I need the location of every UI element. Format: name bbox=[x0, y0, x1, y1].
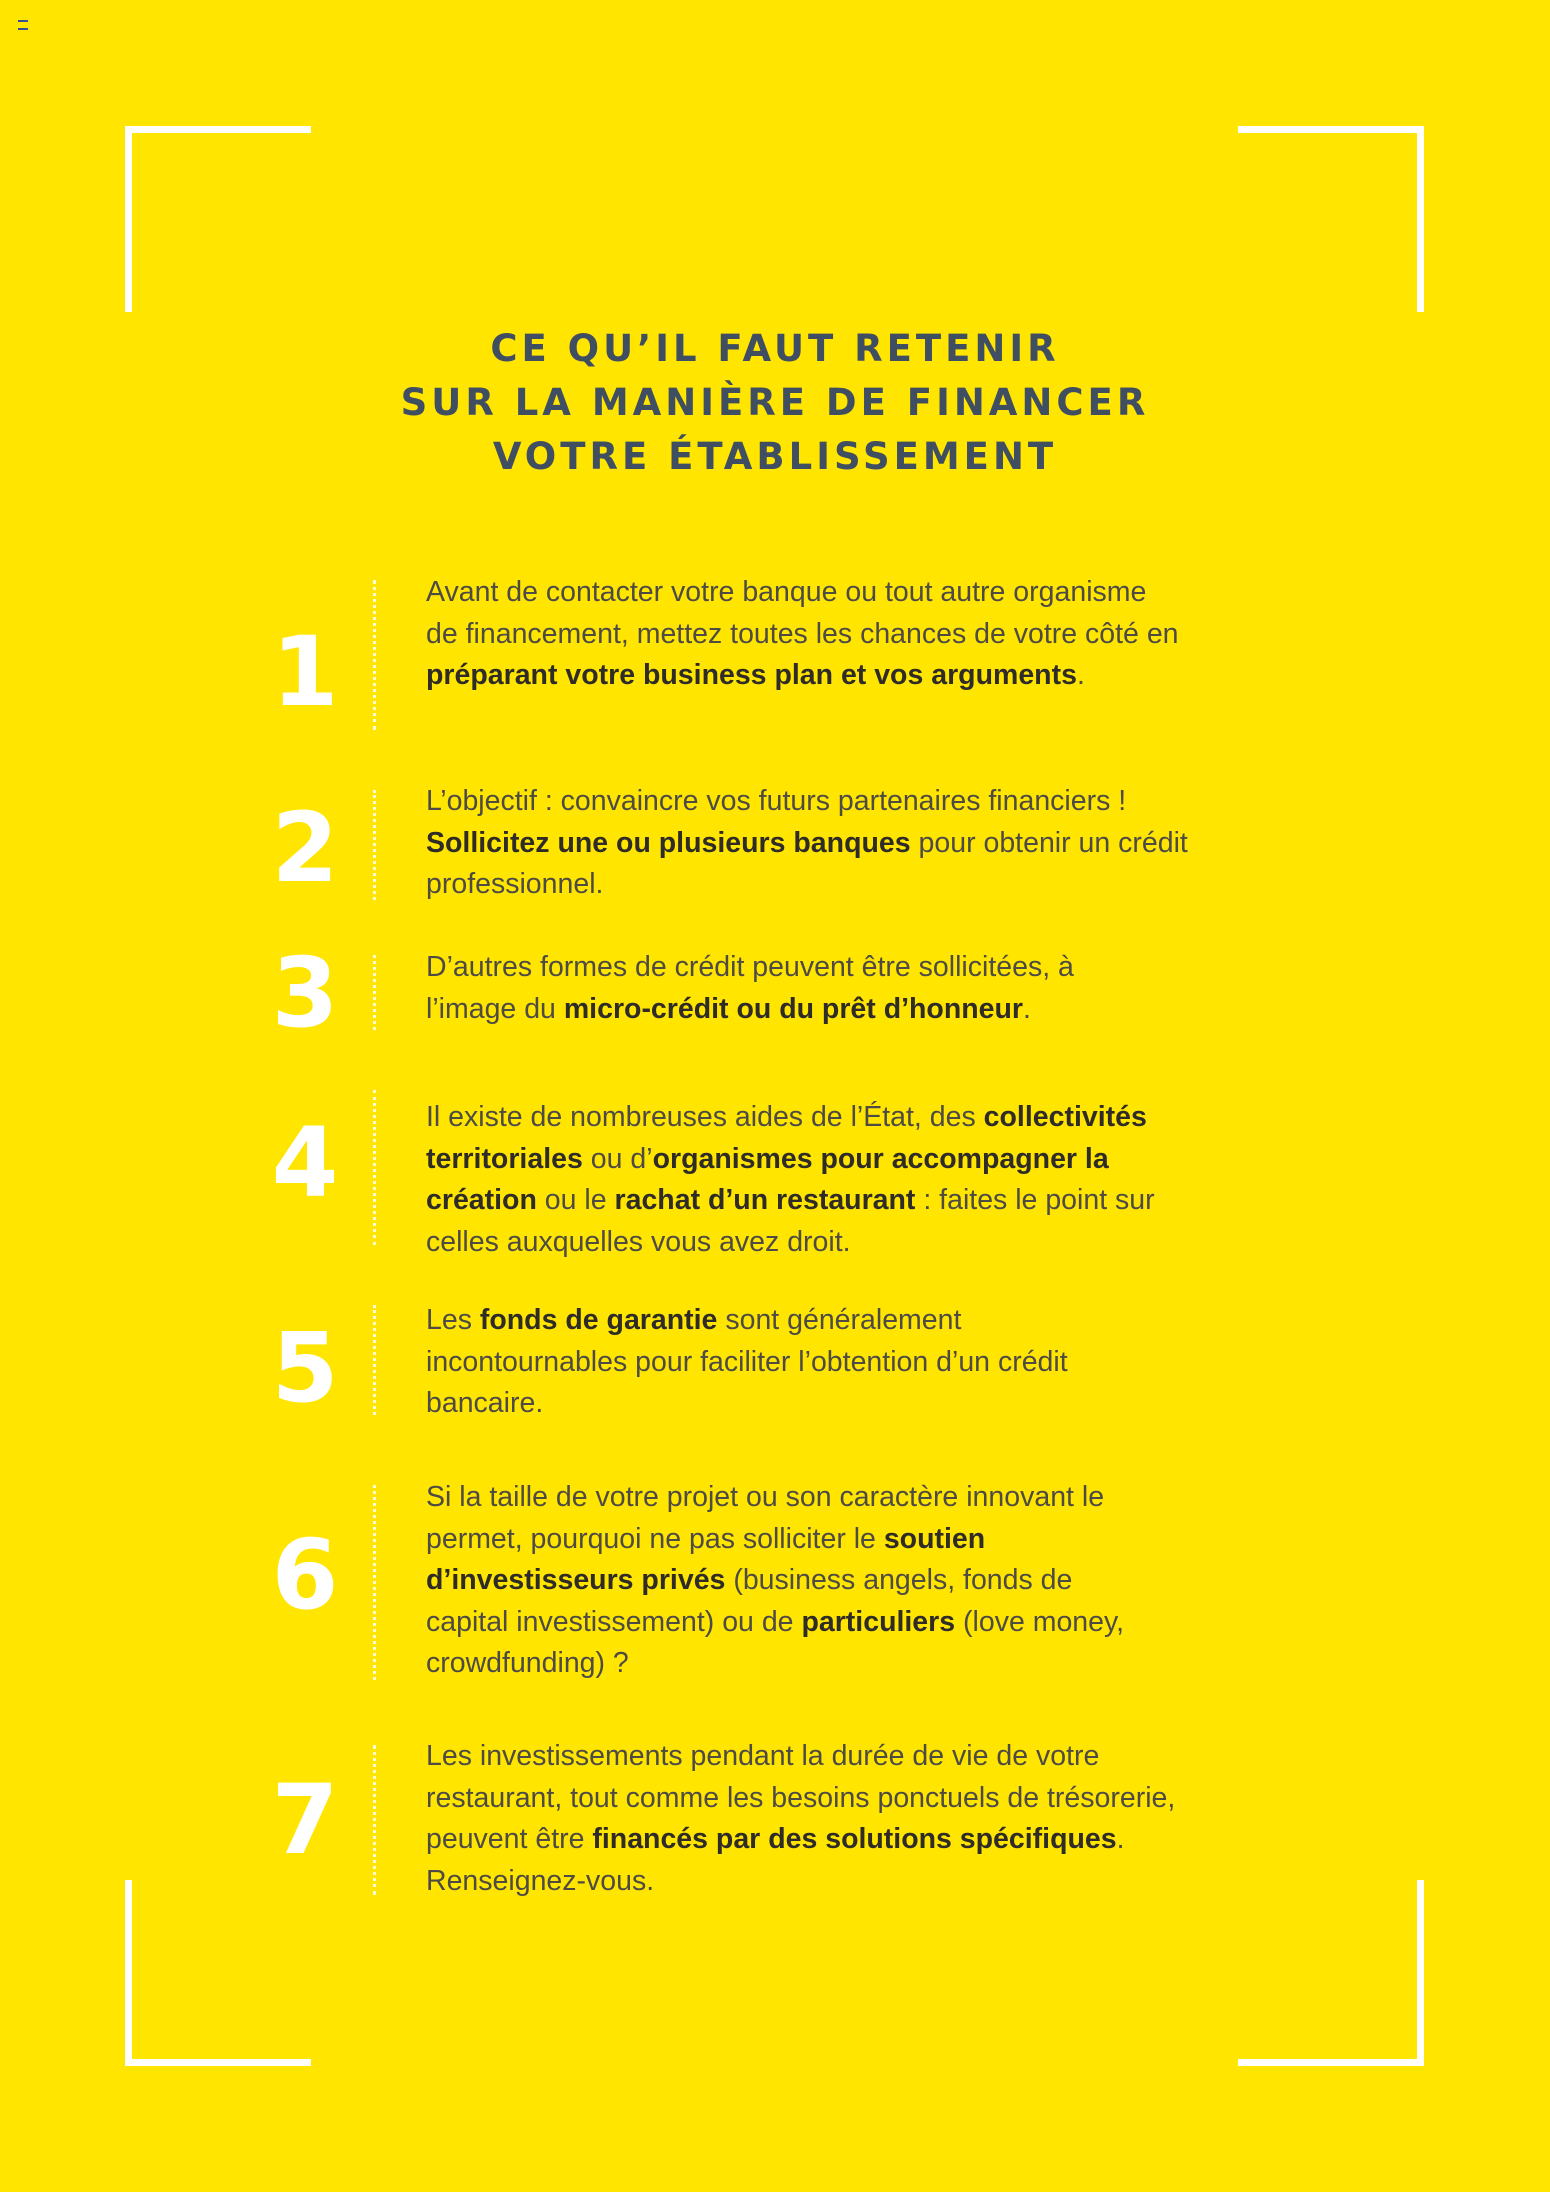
dotted-divider bbox=[373, 1745, 376, 1895]
highlight-text: Sollicitez une ou plusieurs banques bbox=[426, 826, 911, 859]
body-text: : faites le point sur celles auxquelles vous avez droit. bbox=[426, 1184, 1155, 1258]
dotted-divider bbox=[373, 955, 376, 1030]
step-number: 5 bbox=[271, 1312, 339, 1424]
title-line: SUR LA MANIÈRE DE FINANCER bbox=[400, 381, 1150, 424]
body-text: (business angels, fonds de capital investissement) ou de bbox=[426, 1564, 1073, 1638]
highlight-text: particuliers bbox=[801, 1605, 956, 1638]
title-line: CE QU’IL FAUT RETENIR bbox=[490, 327, 1060, 370]
highlight-text: soutien d’investisseurs privés bbox=[426, 1522, 986, 1596]
key-point-text bbox=[426, 947, 1126, 1030]
body-text: Il existe de nombreuses aides de l’État, des bbox=[426, 1101, 984, 1133]
body-text: . Renseignez-vous. bbox=[426, 1823, 1125, 1897]
dotted-divider bbox=[373, 1305, 376, 1415]
key-point-text bbox=[426, 572, 1181, 697]
corner-frame-bottom-right bbox=[1238, 1880, 1424, 2066]
page-title bbox=[300, 322, 1250, 484]
dotted-divider bbox=[373, 1485, 376, 1680]
highlight-text: financés par des solutions spécifiques bbox=[592, 1823, 1117, 1855]
highlight-text: préparant votre business plan et vos arguments bbox=[426, 659, 1077, 691]
highlight-text: collectivités territoriales bbox=[426, 1101, 1147, 1175]
corner-frame-top-right bbox=[1238, 126, 1424, 312]
body-text: . bbox=[1023, 992, 1031, 1025]
highlight-text: fonds de garantie bbox=[479, 1304, 718, 1336]
body-text: Les bbox=[426, 1304, 480, 1336]
body-text: ou le bbox=[536, 1184, 615, 1216]
body-text: (love money, crowdfunding) ? bbox=[426, 1605, 1125, 1679]
step-number: 3 bbox=[271, 937, 339, 1049]
body-text: Si la taille de votre projet ou son caractère innovant le permet, pourquoi ne pas solliciter le bbox=[426, 1481, 1105, 1555]
step-number: 7 bbox=[271, 1764, 339, 1876]
title-line: VOTRE ÉTABLISSEMENT bbox=[492, 435, 1058, 478]
body-text: L’objectif : convaincre vos futurs partenaires financiers ! bbox=[426, 785, 1127, 817]
body-text: Les investissements pendant la durée de vie de votre restaurant, tout comme les besoins ponctuels de trésorerie, peuvent être bbox=[426, 1740, 1176, 1855]
corner-frame-bottom-left bbox=[125, 1880, 311, 2066]
dotted-divider bbox=[373, 580, 376, 730]
dotted-divider bbox=[373, 790, 376, 900]
menu-icon bbox=[18, 20, 28, 30]
step-number: 4 bbox=[271, 1107, 339, 1219]
body-text: ou d’ bbox=[582, 1142, 653, 1175]
key-point-text bbox=[426, 781, 1216, 906]
dotted-divider bbox=[373, 1090, 376, 1245]
body-text: sont généralement incontournables pour faciliter l’obtention d’un crédit bancaire. bbox=[426, 1304, 1068, 1419]
step-number: 2 bbox=[271, 792, 339, 904]
highlight-text: organismes pour accompagner la création bbox=[426, 1142, 1109, 1216]
step-number: 6 bbox=[271, 1519, 339, 1631]
key-point-text bbox=[426, 1736, 1186, 1902]
highlight-text: micro-crédit ou du prêt d’honneur bbox=[563, 992, 1024, 1025]
key-point-text bbox=[426, 1097, 1226, 1263]
body-text: . bbox=[1076, 659, 1085, 691]
key-point-text bbox=[426, 1300, 1156, 1425]
step-number: 1 bbox=[271, 616, 339, 728]
highlight-text: rachat d’un restaurant bbox=[614, 1184, 916, 1216]
body-text: D’autres formes de crédit peuvent être sollicitées, à l’image du bbox=[426, 951, 1074, 1025]
body-text: Avant de contacter votre banque ou tout autre organisme de financement, mettez toutes les chances de votre côté en bbox=[426, 576, 1179, 650]
corner-frame-top-left bbox=[125, 126, 311, 312]
key-point-text bbox=[426, 1477, 1146, 1685]
body-text: pour obtenir un crédit professionnel. bbox=[426, 826, 1188, 900]
